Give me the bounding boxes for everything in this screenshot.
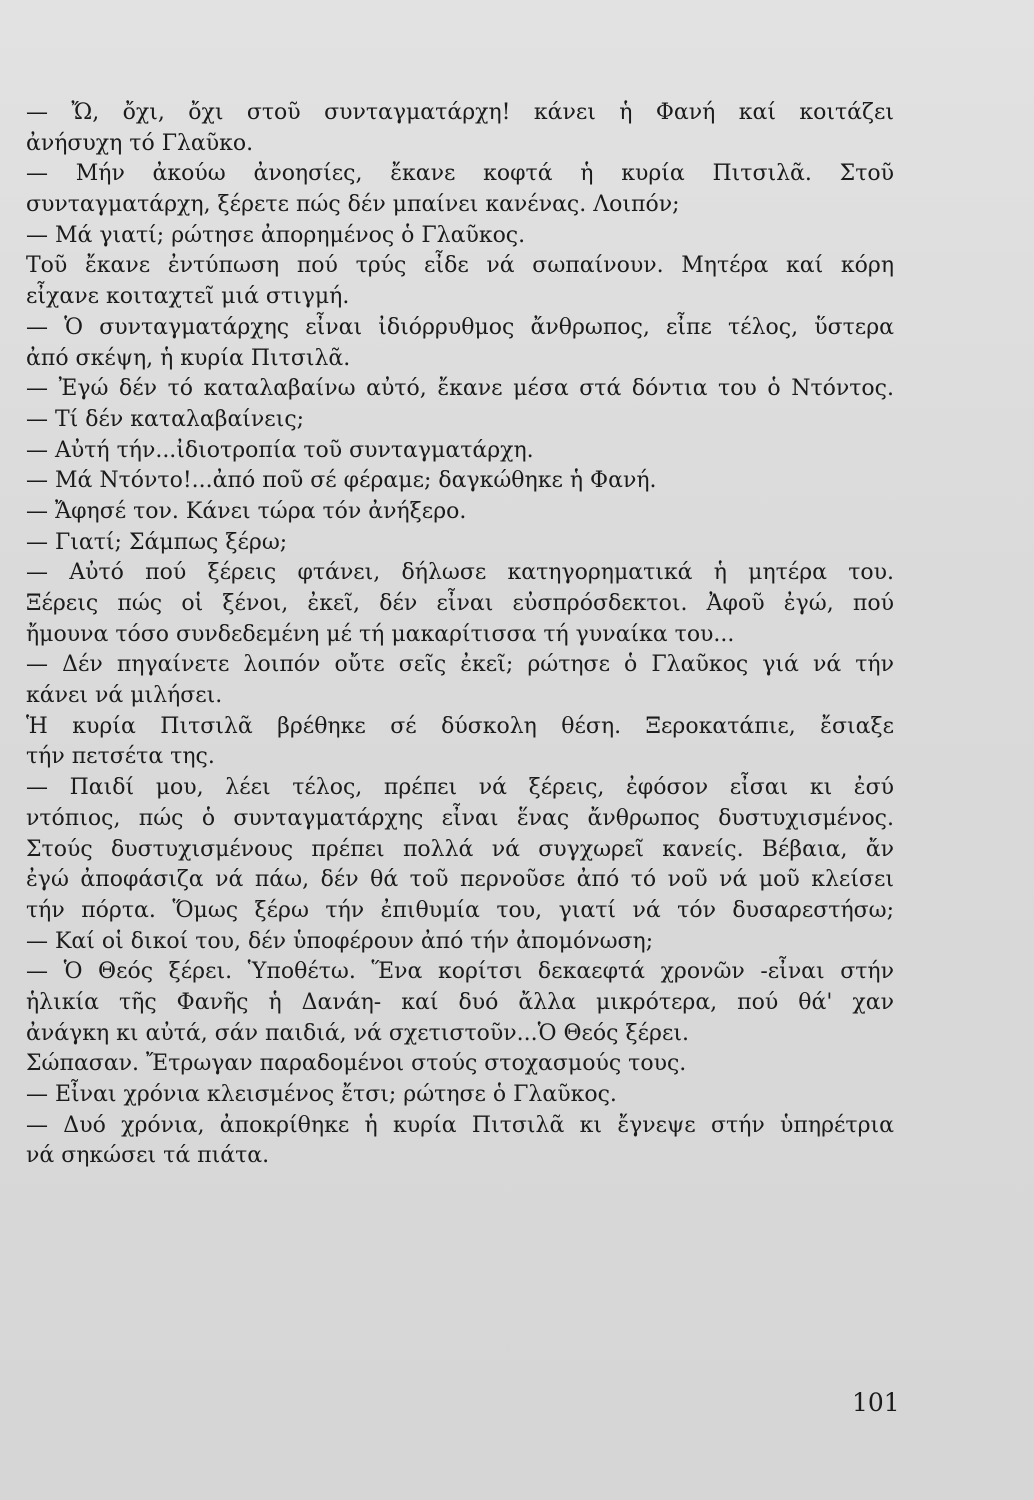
text-line: — Δέν πηγαίνετε λοιπόν οὔτε σεῖς ἐκεῖ; ρώτησε ὁ Γλαῦκος γιά νά τήν [26,652,894,678]
text-line: — Αὐτή τήν...ἰδιοτροπία τοῦ συνταγματάρχη. [26,437,534,463]
text-line: — Παιδί μου, λέει τέλος, πρέπει νά ξέρεις, ἐφόσον εἶσαι κι ἐσύ [26,775,894,801]
text-line: κάνει νά μιλήσει. [26,683,223,709]
text-line: νά σηκώσει τά πιάτα. [26,1143,270,1169]
text-line: — Ἄφησέ τον. Κάνει τώρα τόν ἀνήξερο. [26,498,467,524]
page-number: 101 [852,1388,900,1417]
text-line: Στούς δυστυχισμένους πρέπει πολλά νά συγχωρεῖ κανείς. Βέβαια, ἄν [26,836,894,862]
text-line: τήν πόρτα. Ὅμως ξέρω τήν ἐπιθυμία του, γιατί νά τόν δυσαρεστήσω; [26,897,894,923]
text-line: Ξέρεις πώς οἱ ξένοι, ἐκεῖ, δέν εἶναι εὐσπρόσδεκτοι. Ἀφοῦ ἐγώ, πού [26,591,894,616]
text-line: ἐγώ ἀποφάσιζα νά πάω, δέν θά τοῦ περνοῦσε ἀπό τό νοῦ νά μοῦ κλείσει [26,867,894,893]
text-line: Σώπασαν. Ἔτρωγαν παραδομένοι στούς στοχασμούς τους. [26,1051,687,1077]
text-line: ἀνάγκη κι αὐτά, σάν παιδιά, νά σχετιστοῦν...Ὁ Θεός ξέρει. [26,1020,689,1046]
text-line: — Ὤ, ὄχι, ὄχι στοῦ συνταγματάρχη! κάνει ἡ Φανή καί κοιτάζει [26,100,894,125]
text-line: — Αὐτό πού ξέρεις φτάνει, δήλωσε κατηγορηματικά ἡ μητέρα του. [26,560,894,586]
text-line: ἤμουνα τόσο συνδεδεμένη μέ τή μακαρίτισσα τή γυναίκα του... [26,621,735,647]
text-line: — Μήν ἀκούω ἀνοησίες, ἔκανε κοφτά ἡ κυρία Πιτσιλᾶ. Στοῦ [26,161,894,187]
text-line: ντόπιος, πώς ὁ συνταγματάρχης εἶναι ἕνας ἄνθρωπος δυστυχισμένος. [26,805,894,831]
text-line: Ἡ κυρία Πιτσιλᾶ βρέθηκε σέ δύσκολη θέση. Ξεροκατάπιε, ἔσιαξε [26,713,894,739]
text-line: — Δυό χρόνια, ἀποκρίθηκε ἡ κυρία Πιτσιλᾶ κι ἔγνεψε στήν ὑπηρέτρια [26,1112,894,1138]
text-line: — Ὁ Θεός ξέρει. Ὑποθέτω. Ἕνα κορίτσι δεκαεφτά χρονῶν -εἶναι στήν [26,959,894,985]
text-line: ἀνήσυχη τό Γλαῦκο. [26,130,254,156]
text-line: ἀπό σκέψη, ἡ κυρία Πιτσιλᾶ. [26,345,351,371]
text-line: — Ἐγώ δέν τό καταλαβαίνω αὐτό, ἔκανε μέσα στά δόντια του ὁ Ντόντος. [26,376,894,402]
text-line: — Ὁ συνταγματάρχης εἶναι ἰδιόρρυθμος ἄνθρωπος, εἶπε τέλος, ὕστερα [26,314,894,340]
text-line: εἶχανε κοιταχτεῖ μιά στιγμή. [26,284,350,310]
text-line: Τοῦ ἔκανε ἐντύπωση πού τρύς εἶδε νά σωπαίνουν. Μητέρα καί κόρη [26,253,894,279]
page-text-block [26,98,894,1172]
text-line: — Μά Ντόντο!...ἀπό ποῦ σέ φέραμε; δαγκώθηκε ἡ Φανή. [26,468,657,494]
text-line: — Καί οἱ δικοί του, δέν ὑποφέρουν ἀπό τήν ἀπομόνωση; [26,928,654,954]
text-line: — Τί δέν καταλαβαίνεις; [26,406,305,432]
text-line: τήν πετσέτα της. [26,744,215,770]
text-line: — Γιατί; Σάμπως ξέρω; [26,529,288,555]
text-line: ἡλικία τῆς Φανῆς ἡ Δανάη- καί δυό ἄλλα μικρότερα, πού θά' χαν [26,989,894,1015]
text-line: συνταγματάρχη, ξέρετε πώς δέν μπαίνει κανένας. Λοιπόν; [26,192,680,218]
text-line: — Εἶναι χρόνια κλεισμένος ἔτσι; ρώτησε ὁ Γλαῦκος. [26,1082,617,1107]
text-line: — Μά γιατί; ρώτησε ἀπορημένος ὁ Γλαῦκος. [26,222,526,248]
